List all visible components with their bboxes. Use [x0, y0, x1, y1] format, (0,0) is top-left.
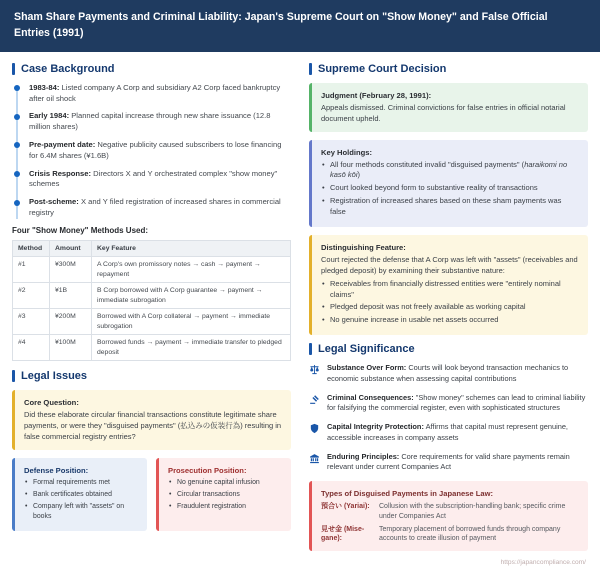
key-holdings-box — [309, 140, 588, 227]
box-label: Core Question: — [24, 398, 79, 408]
table-row — [13, 309, 291, 335]
defense-list — [24, 478, 138, 522]
significance-item — [309, 422, 588, 443]
box-label: Judgment (February 28, 1991): — [321, 90, 432, 100]
list-item: • Court looked beyond form to substantive reality of transactions — [321, 183, 579, 194]
table-row — [13, 283, 291, 309]
timeline-item — [29, 140, 291, 162]
box-label: Types of Disguised Payments in Japanese Law: — [321, 489, 494, 499]
bullet-dot-icon — [14, 171, 20, 177]
significance-item — [309, 452, 588, 473]
gavel-icon — [309, 394, 320, 405]
prosecution-list — [168, 478, 282, 512]
box-text: Appeals dismissed. Criminal convictions for false entries in official notarial document upheld. — [321, 102, 566, 123]
item-label: 1983-84: — [29, 82, 60, 92]
timeline-item — [29, 83, 291, 105]
methods-table — [12, 240, 291, 362]
cell-feature: A Corp's own promissory notes → cash → payment → repayment — [92, 257, 291, 283]
list-item: • Fraudulent registration — [168, 502, 282, 512]
core-question-box — [12, 390, 291, 450]
list-item: • Company left with "assets" on books — [24, 502, 138, 522]
list-item: • No genuine capital infusion — [168, 478, 282, 488]
prosecution-position-box — [156, 458, 291, 531]
term-definition: Collusion with the subscription-handling bank; specific crime under Companies Act — [379, 503, 566, 520]
disguised-payment-types-box — [309, 481, 588, 551]
right-column — [309, 58, 588, 566]
table-header-row — [13, 240, 291, 257]
section-legal-significance — [309, 343, 588, 355]
item-label: Early 1984: — [29, 111, 70, 121]
cell-feature: B Corp borrowed with A Corp guarantee → payment → immediate subrogation — [92, 283, 291, 309]
section-title: Case Background — [21, 62, 115, 75]
case-background-timeline — [12, 83, 291, 219]
list-item: • No genuine increase in usable net assets occurred — [321, 315, 579, 326]
cell-method: #4 — [13, 335, 50, 361]
list-item: • Receivables from financially distressed entities were "entirely nominal claims" — [321, 279, 579, 301]
shield-icon — [309, 423, 320, 434]
distinguishing-feature-box — [309, 235, 588, 335]
item-text: Planned capital increase through new share issuance (12.8 million shares) — [29, 111, 271, 132]
box-text: Did these elaborate circular financial transactions constitute legitimate share payments, or were they "disguised payments" (払込みの仮装行為) resulting in false commercial registry entries? — [24, 410, 282, 442]
section-accent-bar — [309, 343, 312, 355]
japanese-term: 見せ金 (Mise-gane): — [321, 525, 365, 543]
source-link[interactable]: https://japancompliance.com/ — [500, 559, 586, 566]
content-columns — [0, 52, 600, 566]
item-label: Pre-payment date: — [29, 139, 96, 149]
item-text: Listed company A Corp and subsidiary A2 Corp faced bankruptcy after oil shock — [29, 82, 281, 103]
significance-text: Enduring Principles: Core requirements for valid share payments remain relevant under current Companies Act — [327, 451, 570, 472]
box-text: Court rejected the defense that A Corp was left with "assets" (receivables and pledged deposit) by examining their substantive nature: — [321, 254, 578, 275]
type-row — [321, 525, 579, 545]
list-item: • Circular transactions — [168, 490, 282, 500]
significance-item — [309, 363, 588, 384]
box-label: Distinguishing Feature: — [321, 242, 406, 252]
section-legal-issues — [12, 370, 291, 382]
significance-text: Capital Integrity Protection: Affirms that capital must represent genuine, accessible increases in company assets — [327, 422, 568, 442]
section-accent-bar — [309, 63, 312, 75]
type-row — [321, 502, 579, 522]
significance-item — [309, 393, 588, 414]
section-title: Legal Significance — [318, 343, 415, 356]
list-item: • Formal requirements met — [24, 478, 138, 488]
section-supreme-court-decision — [309, 63, 588, 75]
bullet-dot-icon — [14, 142, 20, 148]
term-definition: Temporary placement of borrowed funds through company accounts to create illusion of payment — [379, 525, 561, 543]
col-header-key-feature: Key Feature — [92, 240, 291, 257]
judgment-box — [309, 83, 588, 132]
bullet-dot-icon — [14, 85, 20, 91]
significance-text: Substance Over Form: Courts will look beyond transaction mechanics to economic substance when assessing capital contributions — [327, 363, 569, 383]
positions-row — [12, 458, 291, 531]
col-header-method: Method — [13, 240, 50, 257]
bullet-dot-icon — [14, 114, 20, 120]
cell-amount: ¥200M — [50, 309, 92, 335]
cell-amount: ¥100M — [50, 335, 92, 361]
section-accent-bar — [12, 63, 15, 75]
item-text: Negative publicity caused subscribers to lose financing for 6.4M shares (¥1.6B) — [29, 139, 282, 160]
cell-amount: ¥300M — [50, 257, 92, 283]
distinguishing-list — [321, 279, 579, 327]
table-row — [13, 335, 291, 361]
japanese-term-italic: haraikomi no kasō kōi — [330, 159, 568, 180]
item-label: Post-scheme: — [29, 197, 79, 207]
cell-feature: Borrowed with A Corp collateral → payment → immediate subrogation — [92, 309, 291, 335]
timeline-item — [29, 169, 291, 191]
col-header-amount: Amount — [50, 240, 92, 257]
item-text: X and Y filed registration of increased shares in commercial registry — [29, 197, 281, 217]
cell-method: #3 — [13, 309, 50, 335]
page-title: Sham Share Payments and Criminal Liability: Japan's Supreme Court on "Show Money" and False Official Entries (1991) — [0, 0, 600, 52]
list-item: • Registration of increased shares based on these sham payments was false — [321, 196, 579, 218]
defense-position-box — [12, 458, 147, 531]
bank-icon — [309, 453, 320, 464]
box-label: Prosecution Position: — [168, 465, 247, 475]
item-label: Crisis Response: — [29, 168, 92, 178]
key-holdings-list — [321, 160, 579, 218]
section-title: Supreme Court Decision — [318, 62, 447, 75]
list-item: • Pledged deposit was not freely available as working capital — [321, 302, 579, 313]
scales-icon — [309, 364, 320, 375]
section-accent-bar — [12, 370, 15, 382]
section-title: Legal Issues — [21, 370, 88, 383]
cell-amount: ¥1B — [50, 283, 92, 309]
japanese-term: 預合い (Yariai): — [321, 503, 370, 511]
left-column — [12, 58, 291, 566]
section-case-background — [12, 63, 291, 75]
cell-method: #2 — [13, 283, 50, 309]
significance-text: Criminal Consequences: "Show money" schemes can lead to criminal liability for falsifying the commercial register, even with sophisticated structures — [327, 392, 586, 413]
item-text: Directors X and Y orchestrated complex "show money" schemes — [29, 168, 278, 189]
box-label: Key Holdings: — [321, 147, 373, 157]
source-url — [309, 559, 588, 566]
list-item: • All four methods constituted invalid "disguised payments" (haraikomi no kasō kōi) — [321, 160, 579, 182]
cell-feature: Borrowed funds → payment → immediate transfer to pledged deposit — [92, 335, 291, 361]
methods-table-title: Four "Show Money" Methods Used: — [12, 225, 149, 235]
bullet-dot-icon — [14, 200, 20, 206]
cell-method: #1 — [13, 257, 50, 283]
box-label: Defense Position: — [24, 465, 89, 475]
timeline-item — [29, 197, 291, 219]
table-row — [13, 257, 291, 283]
timeline-item — [29, 111, 291, 133]
list-item: • Bank certificates obtained — [24, 490, 138, 500]
